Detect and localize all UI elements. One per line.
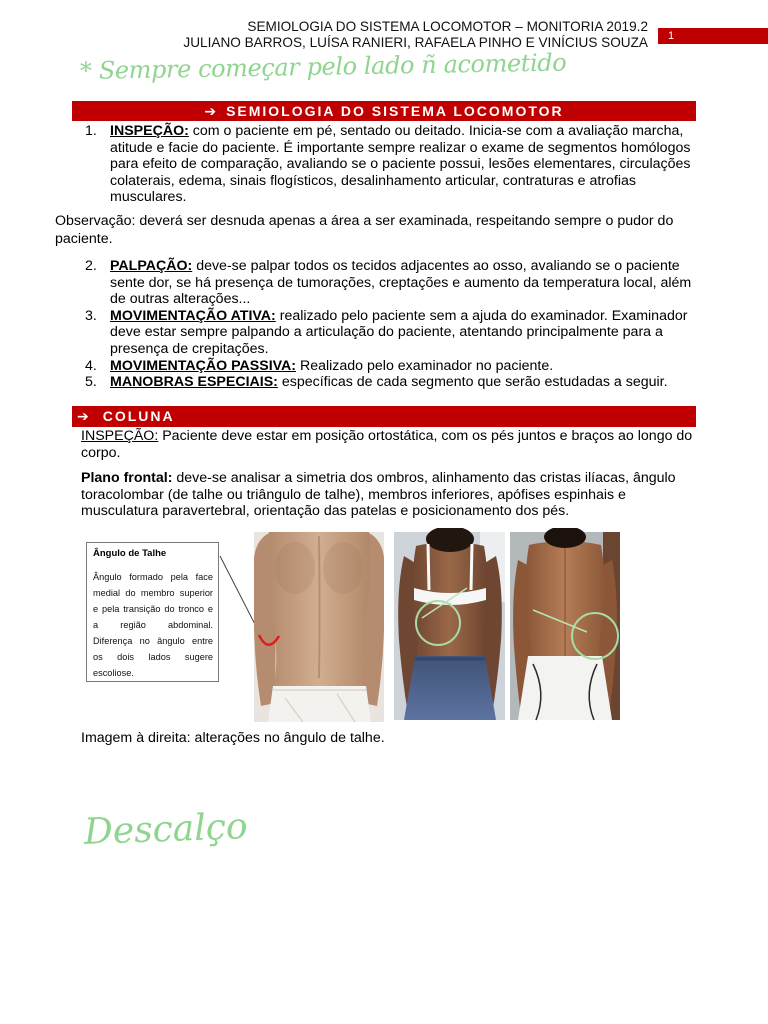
angle-definition-line: Ângulo formado pela face — [93, 572, 213, 582]
list-item-text: deve-se palpar todos os tecidos adjacentes ao osso, avaliando se o paciente sente dor, se há presença de tumorações, creptações e aumento da temperatura local, além de outras alterações... — [110, 258, 692, 308]
coluna-inspection-label: INSPEÇÃO: — [81, 428, 159, 444]
photo-back-2 — [394, 528, 505, 720]
photo-back-3 — [510, 528, 620, 720]
handwritten-note-bottom: Descalço — [83, 806, 249, 853]
list-item-label: PALPAÇÃO: — [110, 258, 193, 274]
numbered-list — [85, 258, 700, 391]
angle-definition-line: a região abdominal. — [93, 620, 213, 630]
list-item-number: 5. — [85, 374, 97, 391]
section-banner-semiologia — [72, 101, 696, 121]
list-item-text: Realizado pelo examinador no paciente. — [299, 357, 554, 374]
photo-1-shorts — [268, 686, 371, 722]
photo-1-spine-shadow — [319, 536, 320, 678]
arrow-right-icon — [77, 409, 89, 425]
photo-1-scapula-right — [323, 542, 363, 594]
figure-caption: Imagem à direita: alterações no ângulo de talhe. — [81, 730, 385, 746]
photo-1-scapula-left — [275, 542, 315, 594]
frontal-plane-label: Plano frontal: — [81, 470, 173, 486]
section-banner-title: SEMIOLOGIA DO SISTEMA LOCOMOTOR — [226, 103, 564, 119]
list-item-text: específicas de cada segmento que serão estudadas a seguir. — [281, 374, 668, 391]
list-item-number: 4. — [85, 357, 97, 374]
angle-definition-line: escoliose. — [93, 668, 134, 678]
angle-definition-box — [86, 542, 219, 682]
section-banner-coluna — [72, 406, 696, 427]
handwritten-note-top: * Sempre começar pelo lado ñ acometido — [79, 48, 567, 85]
angle-definition-line: e pela transição do tronco e — [93, 604, 213, 614]
coluna-inspection-paragraph — [81, 428, 700, 461]
photo-3-shorts — [518, 656, 612, 720]
list-item-text: realizado pelo paciente sem a ajuda do examinador. Examinador deve estar sempre palpando a articulação do paciente, atentando principalmente para a presença de crepitações. — [110, 307, 688, 357]
header-title: SEMIOLOGIA DO SISTEMA LOCOMOTOR – MONITORIA 2019.2 — [247, 19, 648, 34]
arrow-right-icon — [204, 104, 216, 120]
photo-2-strap-left — [428, 544, 429, 590]
list-item — [85, 358, 700, 375]
list-item-label: MOVIMENTAÇÃO ATIVA: — [110, 307, 276, 324]
angle-definition-text — [93, 569, 213, 681]
list-item-label: MANOBRAS ESPECIAIS: — [110, 374, 278, 391]
list-item-label: INSPEÇÃO: — [110, 123, 189, 139]
list-item — [85, 258, 700, 308]
figure-photos — [215, 528, 625, 726]
list-item-number: 1. — [85, 123, 97, 139]
angle-definition-line: os dois lados sugere — [93, 652, 213, 662]
photo-back-1 — [254, 532, 384, 722]
angle-definition-title: Ângulo de Talhe — [93, 548, 167, 559]
section-banner-title: COLUNA — [102, 408, 175, 424]
list-item — [85, 374, 700, 391]
list-item-number: 3. — [85, 307, 97, 324]
list-item-text: com o paciente em pé, sentado ou deitado. Inicia-se com a avaliação marcha, atitude e facie do paciente. É importante sempre realizar o exame de segmentos homólogos para efeito de comparação, avaliando se o paciente possui, lesões elementares, circulações colaterais, edema, sinais flogísticos, desalinhamento articular, contraturas e atrofias musculares. — [110, 123, 691, 206]
angle-definition-line: medial do membro superior — [93, 588, 213, 598]
header-authors: JULIANO BARROS, LUÍSA RANIERI, RAFAELA PINHO E VINÍCIUS SOUZA — [183, 35, 648, 50]
list-item-label: MOVIMENTAÇÃO PASSIVA: — [110, 357, 297, 374]
page-number-badge — [658, 28, 768, 44]
photo-2-jeans — [404, 656, 496, 720]
list-item — [85, 308, 700, 358]
photo-2-strap-right — [471, 544, 472, 590]
angle-definition-line: Diferença no ângulo entre — [93, 636, 213, 646]
frontal-plane-paragraph — [81, 470, 700, 520]
coluna-inspection-text: Paciente deve estar em posição ortostática, com os pés juntos e braços ao longo do corpo. — [81, 428, 693, 461]
observation-paragraph: Observação: deverá ser desnuda apenas a área a ser examinada, respeitando sempre o pudor do paciente. — [55, 213, 674, 247]
page-number: 1 — [668, 30, 675, 42]
list-item-number: 2. — [85, 258, 97, 274]
frontal-plane-text: deve-se analisar a simetria dos ombros, alinhamento das cristas ilíacas, ângulo toracolombar (de talhe ou triângulo de talhe), membros inferiores, apófises espinhais e musculatura paravertebral, orientação das patelas e posicionamento dos pés. — [81, 470, 676, 520]
numbered-list — [85, 123, 700, 206]
list-item — [85, 123, 700, 206]
